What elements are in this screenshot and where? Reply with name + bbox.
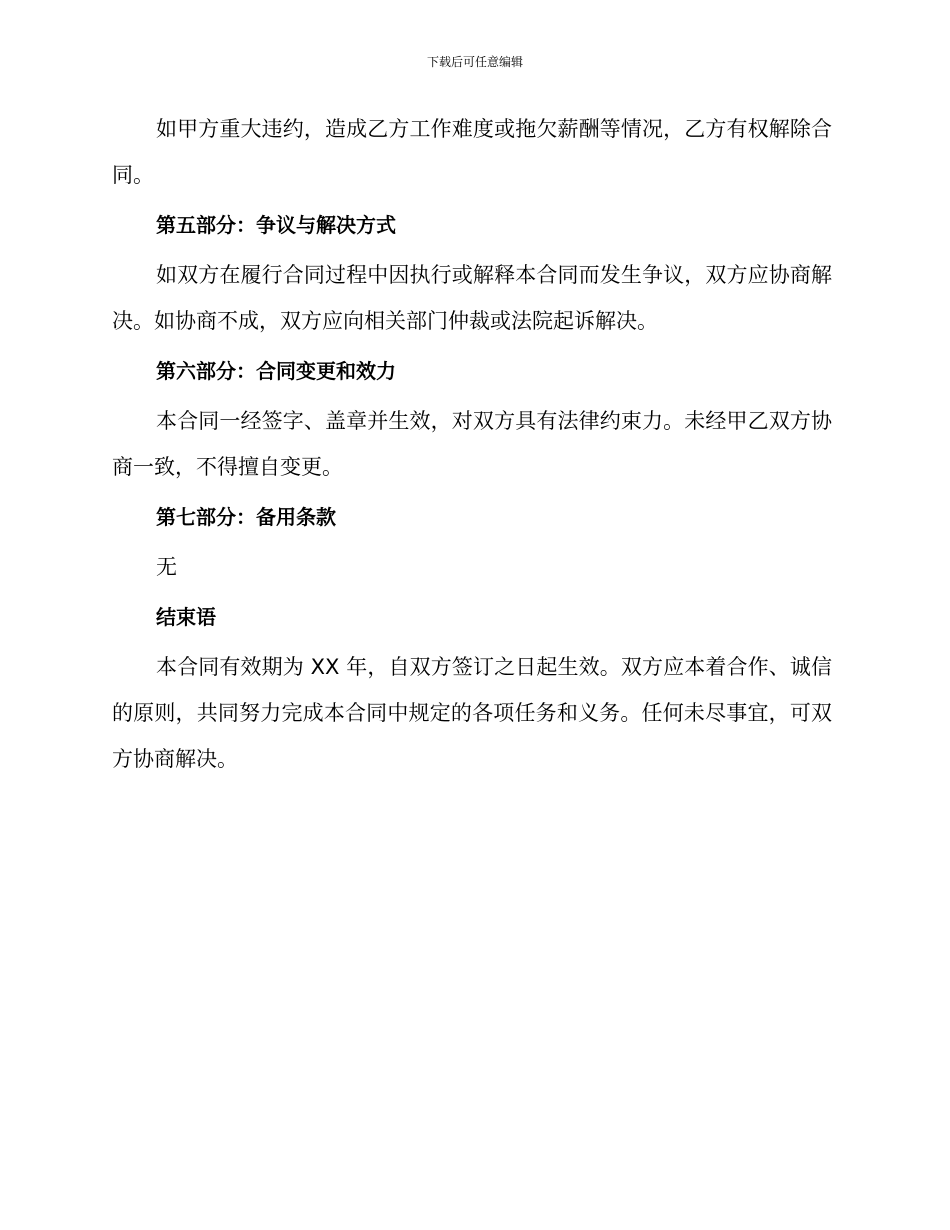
paragraph-conclusion: 本合同有效期为 XX 年，自双方签订之日起生效。双方应本着合作、诚信的原则，共同努力完成本合同中规定的各项任务和义务。任何未尽事宜，可双方协商解决。	[112, 655, 832, 771]
paragraph-dispute-resolution: 如双方在履行合同过程中因执行或解释本合同而发生争议，双方应协商解决。如协商不成，双方应向相关部门仲裁或法院起诉解决。	[112, 263, 832, 333]
paragraph-breach-termination: 如甲方重大违约，造成乙方工作难度或拖欠薪酬等情况，乙方有权解除合同。	[112, 117, 832, 187]
section-heading-dispute: 第五部分：争议与解决方式	[156, 213, 396, 237]
section-heading-amendment: 第六部分：合同变更和效力	[156, 359, 396, 383]
section-heading-reserve-clause: 第七部分：备用条款	[156, 505, 336, 529]
document-body	[112, 106, 832, 782]
paragraph-reserve-clause: 无	[156, 555, 177, 579]
paragraph-amendment-validity: 本合同一经签字、盖章并生效，对双方具有法律约束力。未经甲乙双方协商一致，不得擅自变更。	[112, 409, 832, 479]
page-header: 下载后可任意编辑	[426, 55, 523, 69]
section-heading-conclusion: 结束语	[156, 605, 216, 629]
